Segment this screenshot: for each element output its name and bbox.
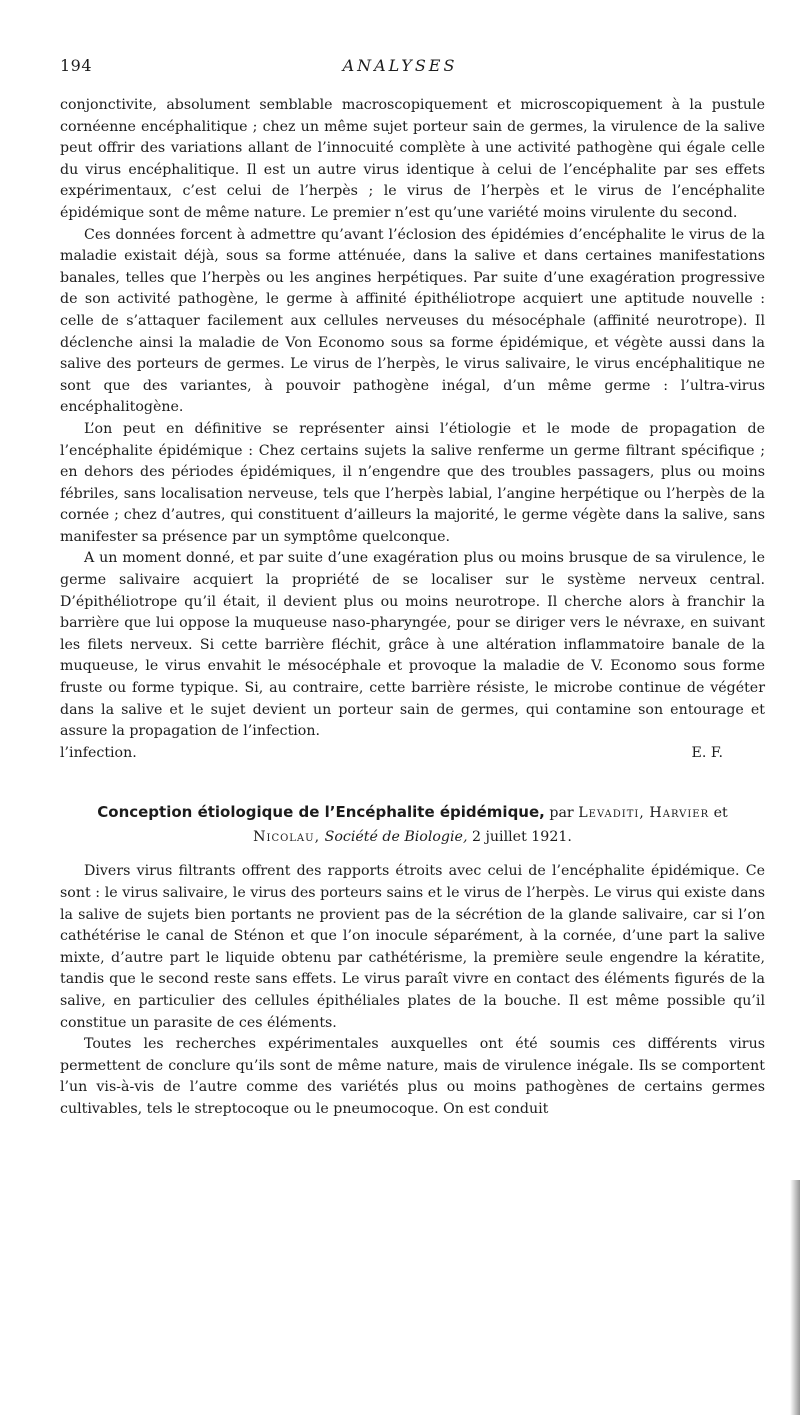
paragraph-1: conjonctivite, absolument semblable macroscopiquement et microscopiquement à la pustule cornéenne encéphalitique ; chez un même sujet porteur sain de germes, la virulence de la salive peut offrir des variations allant de l’innocuité complète à une activité pathogène qui égale celle du virus encéphalitique. Il est un autre virus identique à celui de l’encéphalite par ses effets expérimentaux, c’est celui de l’herpès ; le virus de l’herpès et le virus de l’encéphalite épidémique sont de même nature. Le premier n’est qu’une variété moins virulente du second. <box>60 97 765 221</box>
article-journal: Société de Biologie, <box>324 829 468 846</box>
article-date: 2 juillet 1921. <box>471 829 572 846</box>
paragraph-3: L’on peut en définitive se représenter ainsi l’étiologie et le mode de propagation de l’encéphalite épidémique : Chez certains sujets la salive renferme un germe filtrant spécifique ; en dehors des périodes épidémiques, il n’engendre que des troubles passagers, plus ou moins fébriles, sans localisation nerveuse, tels que l’herpès labial, l’angine herpétique ou l’herpès de la cornée ; chez d’autres, qui constituent d’ailleurs la majorité, le germe végète dans la salive, sans manifester sa présence par un symptôme quelconque. <box>60 420 765 545</box>
page-number: 194 <box>60 56 93 75</box>
article-title: Conception étiologique de l’Encéphalite épidémique, <box>97 803 545 822</box>
article-par: par <box>549 805 574 822</box>
article-paragraph-1: Divers virus filtrants offrent des rapports étroits avec celui de l’encéphalite épidémique. Ce sont : le virus salivaire, le virus des porteurs sains et le virus de l’herpès. Le virus qui existe dans la salive de sujets bien portants ne provient pas de la sécrétion de la glande salivaire, car si l’on cathétérise le canal de Sténon et que l’on inocule séparément, à la cornée, d’une part la salive mixte, d’autre part le liquide obtenu par cathétérisme, la première seule engendre la kératite, tandis que le second reste sans effets. Le virus paraît vivre en contact des éléments figurés de la salive, en particulier des cellules épithéliales plates de la bouche. Il est même possible qu’il constitue un parasite de ces éléments. <box>60 863 765 1031</box>
article-paragraph-2: Toutes les recherches expérimentales auxquelles ont été soumis ces différents virus permettent de conclure qu’ils sont de même nature, mais de virulence inégale. Ils se comportent l’un vis-à-vis de l’autre comme des variétés plus ou moins pathogènes de certains germes cultivables, tels le streptocoque ou le pneumocoque. On est conduit <box>60 1036 765 1117</box>
spacer <box>60 849 765 861</box>
binding-shadow <box>790 1180 800 1415</box>
article-author-2: Harvier <box>649 805 710 822</box>
article-author-3: Nicolau, <box>253 829 321 846</box>
article-heading <box>60 800 765 849</box>
page-body <box>60 95 765 1121</box>
article-et: et <box>713 805 728 822</box>
paragraph-4: A un moment donné, et par suite d’une exagération plus ou moins brusque de sa virulence, le germe salivaire acquiert la propriété de se localiser sur le système nerveux central. D’épithéliotrope qu’il était, il devient plus ou moins neurotrope. Il cherche alors à franchir la barrière que lui oppose la muqueuse naso-pharyngée, pour se diriger vers le névraxe, en suivant les filets nerveux. Si cette barrière fléchit, grâce à une altération inflammatoire banale de la muqueuse, le virus envahit le mésocéphale et provoque la maladie de V. Economo sous forme fruste ou forme typique. Si, au contraire, cette barrière résiste, le microbe continue de végéter dans la salive et le sujet devient un porteur sain de germes, qui contamine son entourage et assure la propagation de l’infection. <box>60 550 765 740</box>
review-signature <box>60 743 765 765</box>
running-title: ANALYSES <box>342 56 458 75</box>
signature-trailing-text: l’infection. <box>60 744 137 761</box>
article-author-1: Levaditi, <box>578 805 645 822</box>
reviewer-initials: E. F. <box>691 744 723 761</box>
paragraph-2: Ces données forcent à admettre qu’avant l’éclosion des épidémies d’encéphalite le virus de la maladie existait déjà, sous sa forme atténuée, dans la salive et dans certaines manifestations banales, telles que l’herpès ou les angines herpétiques. Par suite d’une exagération progressive de son activité pathogène, le germe à affinité épithéliotrope acquiert une aptitude nouvelle : celle de s’attaquer facilement aux cellules nerveuses du mésocéphale (affinité neurotrope). Il déclenche ainsi la maladie de Von Economo sous sa forme épidémique, et végète aussi dans la salive des porteurs de germes. Le virus de l’herpès, le virus salivaire, le virus encéphalitique ne sont que des variantes, à pouvoir pathogène inégal, d’un même germe : l’ultra-virus encéphalitogène. <box>60 226 765 416</box>
